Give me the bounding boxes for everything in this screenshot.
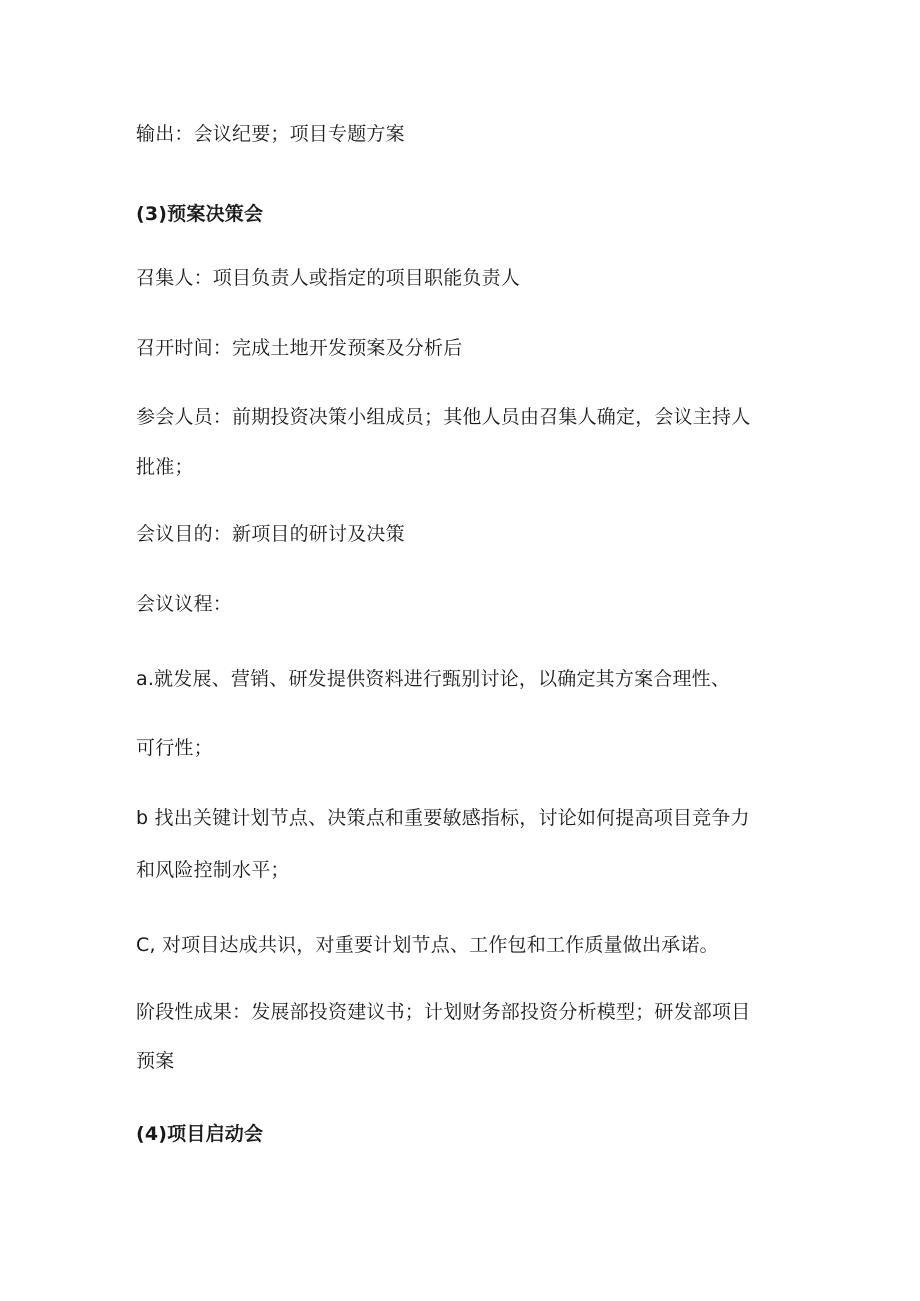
stage-results-line-cont: 预案 [136,1050,175,1072]
output-line: 输出：会议纪要；项目专题方案 [136,123,405,145]
section-heading-4: (4)项目启动会 [136,1123,264,1145]
attendees-line: 参会人员：前期投资决策小组成员；其他人员由召集人确定，会议主持人 [136,406,751,428]
agenda-item-b: b 找出关键计划节点、决策点和重要敏感指标，讨论如何提高项目竞争力 [136,807,750,829]
convener-line: 召集人：项目负责人或指定的项目职能负责人 [136,267,521,289]
attendees-line-cont: 批准； [136,456,194,478]
agenda-item-c: C, 对项目达成共识，对重要计划节点、工作包和工作质量做出承诺。 [136,934,719,956]
section-heading-3: (3)预案决策会 [136,203,264,225]
agenda-label: 会议议程： [136,593,233,615]
agenda-item-a-cont: 可行性； [136,737,213,759]
agenda-item-b-cont: 和风险控制水平； [136,859,290,881]
meeting-time-line: 召开时间：完成土地开发预案及分析后 [136,337,463,359]
meeting-purpose-line: 会议目的：新项目的研讨及决策 [136,523,405,545]
stage-results-line: 阶段性成果：发展部投资建议书；计划财务部投资分析模型；研发部项目 [136,1001,751,1023]
agenda-item-a: a.就发展、营销、研发提供资料进行甄别讨论，以确定其方案合理性、 [136,668,731,690]
